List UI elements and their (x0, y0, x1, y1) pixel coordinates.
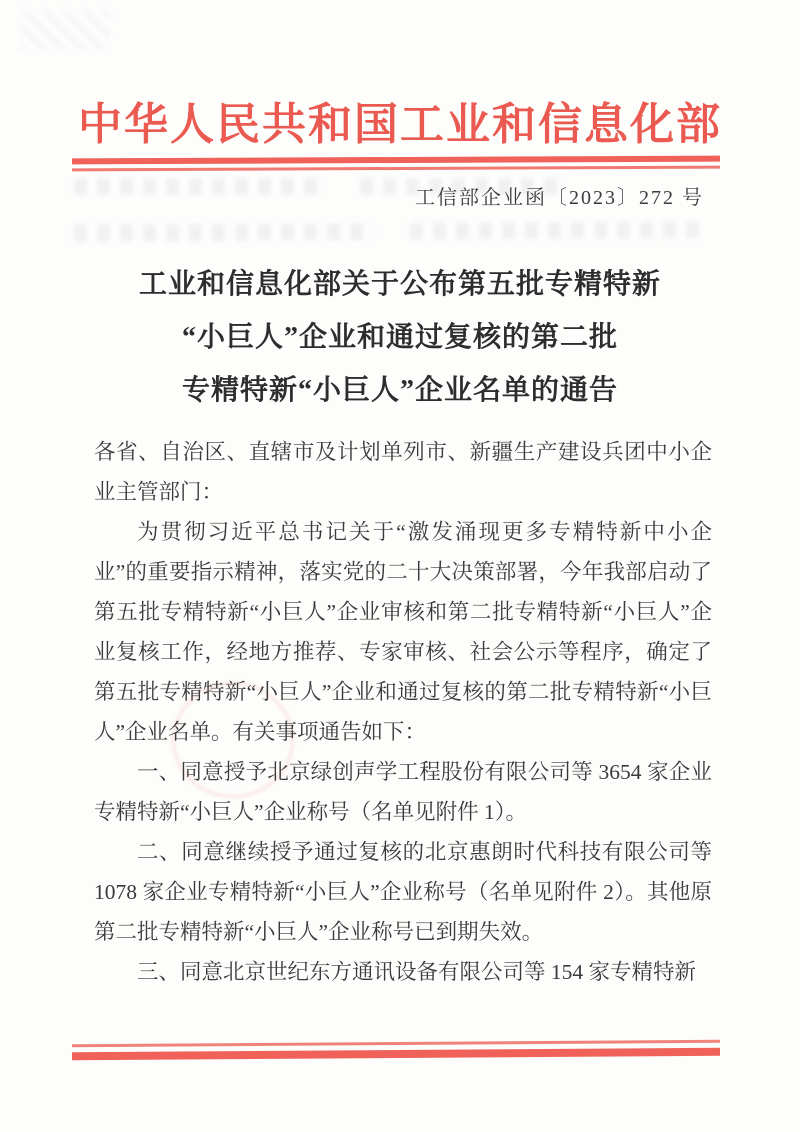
letterhead-rule-thick (72, 156, 720, 165)
notice-title-line-1: 工业和信息化部关于公布第五批专精特新 (138, 269, 661, 300)
notice-title-line-2: “小巨人”企业和通过复核的第二批 (181, 322, 618, 353)
notice-title (0, 258, 800, 417)
paragraph-intro: 为贯彻习近平总书记关于“激发涌现更多专精特新中小企业”的重要指示精神，落实党的二十大决策部署，今年我部启动了第五批专精特新“小巨人”企业审核和第二批专精特新“小巨人”企业复核工作，经地方推荐、专家审核、社会公示等程序，确定了第五批专精特新“小巨人”企业和通过复核的第二批专精特新“小巨人”企业名单。有关事项通告如下： (94, 520, 712, 744)
bleedthrough-artifact (74, 178, 324, 195)
document-body (94, 432, 712, 992)
letterhead-rule-thin (72, 166, 720, 171)
agency-letterhead-title: 中华人民共和国工业和信息化部 (78, 100, 722, 149)
paragraph-item-3: 三、同意北京世纪东方通讯设备有限公司等 154 家专精特新 (137, 960, 697, 984)
scan-smudge-artifact (20, 10, 110, 50)
footer-rule-thin (72, 1040, 720, 1047)
bleedthrough-artifact (410, 221, 700, 240)
bleedthrough-artifact (74, 223, 374, 242)
footer-rule-thick (72, 1048, 720, 1061)
paragraph-item-2: 二、同意继续授予通过复核的北京惠朗时代科技有限公司等 1078 家企业专精特新“小巨人”企业称号（名单见附件 2）。其他原第二批专精特新“小巨人”企业称号已到期失效。 (94, 840, 712, 944)
document-number: 工信部企业函〔2023〕272 号 (415, 187, 704, 209)
notice-title-line-3: 专精特新“小巨人”企业名单的通告 (181, 375, 618, 406)
salutation: 各省、自治区、直辖市及计划单列市、新疆生产建设兵团中小企业主管部门： (94, 440, 712, 504)
paragraph-item-1: 一、同意授予北京绿创声学工程股份有限公司等 3654 家企业专精特新“小巨人”企业称号（名单见附件 1）。 (94, 760, 712, 824)
